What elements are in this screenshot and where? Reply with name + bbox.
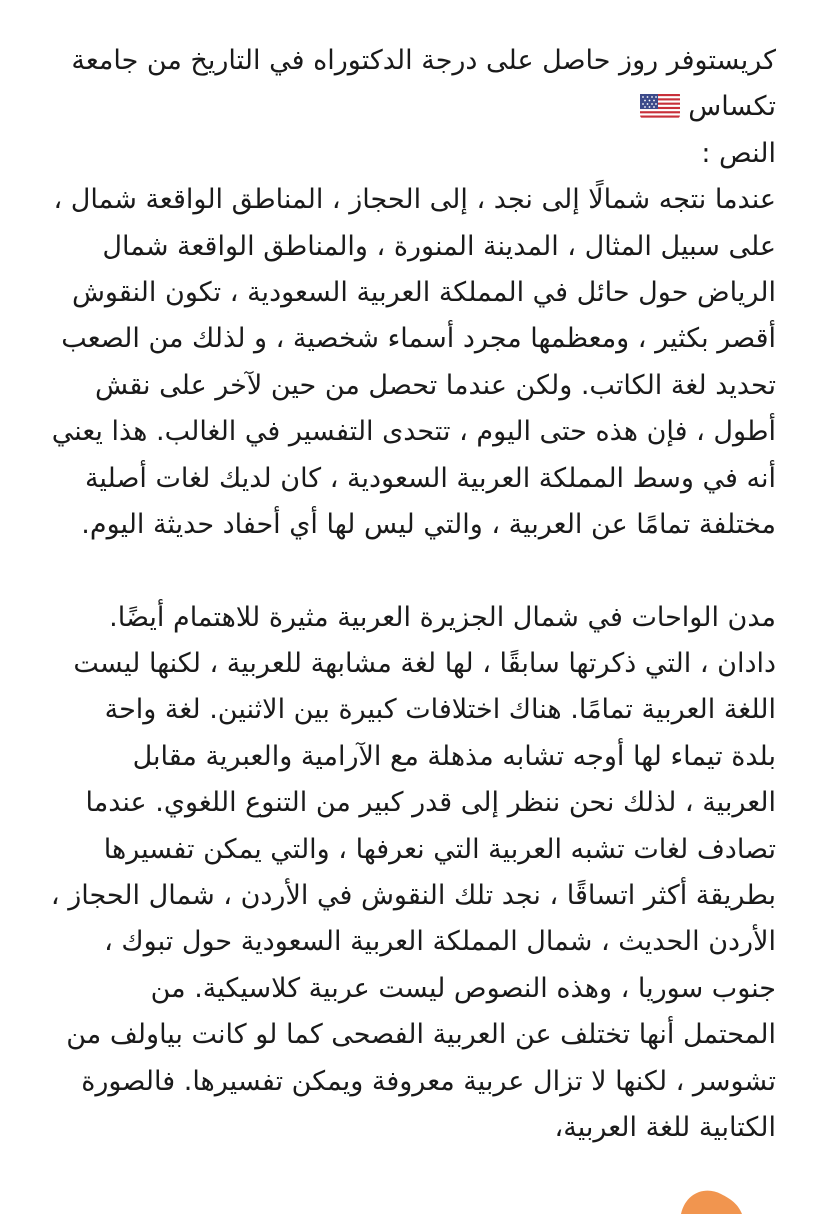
paragraph-2-line: بطريقة أكثر اتساقًا ، نجد تلك النقوش في الأردن ، شمال الحجاز ، bbox=[50, 880, 776, 912]
paragraph-1-line: أطول ، فإن هذه حتى اليوم ، تتحدى التفسير في الغالب. هذا يعني bbox=[51, 416, 776, 448]
document-body bbox=[40, 38, 776, 1151]
heading-line-2 bbox=[40, 84, 776, 130]
text-label: النص : bbox=[701, 137, 776, 169]
paragraph-1-line: عندما نتجه شمالًا إلى نجد ، إلى الحجاز ، المناطق الواقعة شمال ، bbox=[53, 184, 776, 216]
paragraph-1-line: مختلفة تمامًا عن العربية ، والتي ليس لها أي أحفاد حديثة اليوم. bbox=[81, 508, 776, 540]
paragraph-2-line: المحتمل أنها تختلف عن العربية الفصحى كما لو كانت بياولف من bbox=[66, 1019, 776, 1051]
paragraph-2-line: مدن الواحات في شمال الجزيرة العربية مثيرة للاهتمام أيضًا. bbox=[109, 601, 776, 633]
paragraph-2-line: العربية ، لذلك نحن ننظر إلى قدر كبير من التنوع اللغوي. عندما bbox=[85, 787, 776, 819]
paragraph-2-line: اللغة العربية تمامًا. هناك اختلافات كبيرة بين الاثنين. لغة واحة bbox=[104, 694, 776, 726]
paragraph-1-line: تحديد لغة الكاتب. ولكن عندما تحصل من حين لآخر على نقش bbox=[94, 369, 776, 401]
accent-blob-icon bbox=[676, 1184, 746, 1214]
paragraph-2-line: الأردن الحديث ، شمال المملكة العربية السعودية حول تبوك ، bbox=[104, 926, 776, 958]
us-flag-icon bbox=[640, 91, 680, 119]
paragraph-spacer bbox=[40, 548, 776, 594]
heading-line-1: كريستوفر روز حاصل على درجة الدكتوراه في التاريخ من جامعة bbox=[71, 45, 776, 76]
paragraph-1-line: أقصر بكثير ، ومعظمها مجرد أسماء شخصية ، و لذلك من الصعب bbox=[61, 323, 776, 355]
paragraph-2-line: تصادف لغات تشبه العربية التي نعرفها ، والتي يمكن تفسيرها bbox=[103, 833, 776, 865]
paragraph-2-line: بلدة تيماء لها أوجه تشابه مذهلة مع الآرامية والعبرية مقابل bbox=[132, 740, 776, 772]
paragraph-2-line: تشوسر ، لكنها لا تزال عربية معروفة ويمكن تفسيرها. فالصورة bbox=[81, 1065, 776, 1097]
heading-university: تكساس bbox=[688, 91, 776, 123]
paragraph-2-line: دادان ، التي ذكرتها سابقًا ، لها لغة مشابهة للعربية ، لكنها ليست bbox=[73, 648, 776, 680]
paragraph-2-line: الكتابية للغة العربية، bbox=[554, 1111, 776, 1143]
paragraph-1-line: على سبيل المثال ، المدينة المنورة ، والمناطق الواقعة شمال bbox=[102, 230, 776, 262]
paragraph-1-line: أنه في وسط المملكة العربية السعودية ، كان لديك لغات أصلية bbox=[84, 462, 776, 494]
paragraph-2-line: جنوب سوريا ، وهذه النصوص ليست عربية كلاسيكية. من bbox=[150, 972, 776, 1004]
paragraph-1-line: الرياض حول حائل في المملكة العربية السعودية ، تكون النقوش bbox=[71, 276, 776, 308]
